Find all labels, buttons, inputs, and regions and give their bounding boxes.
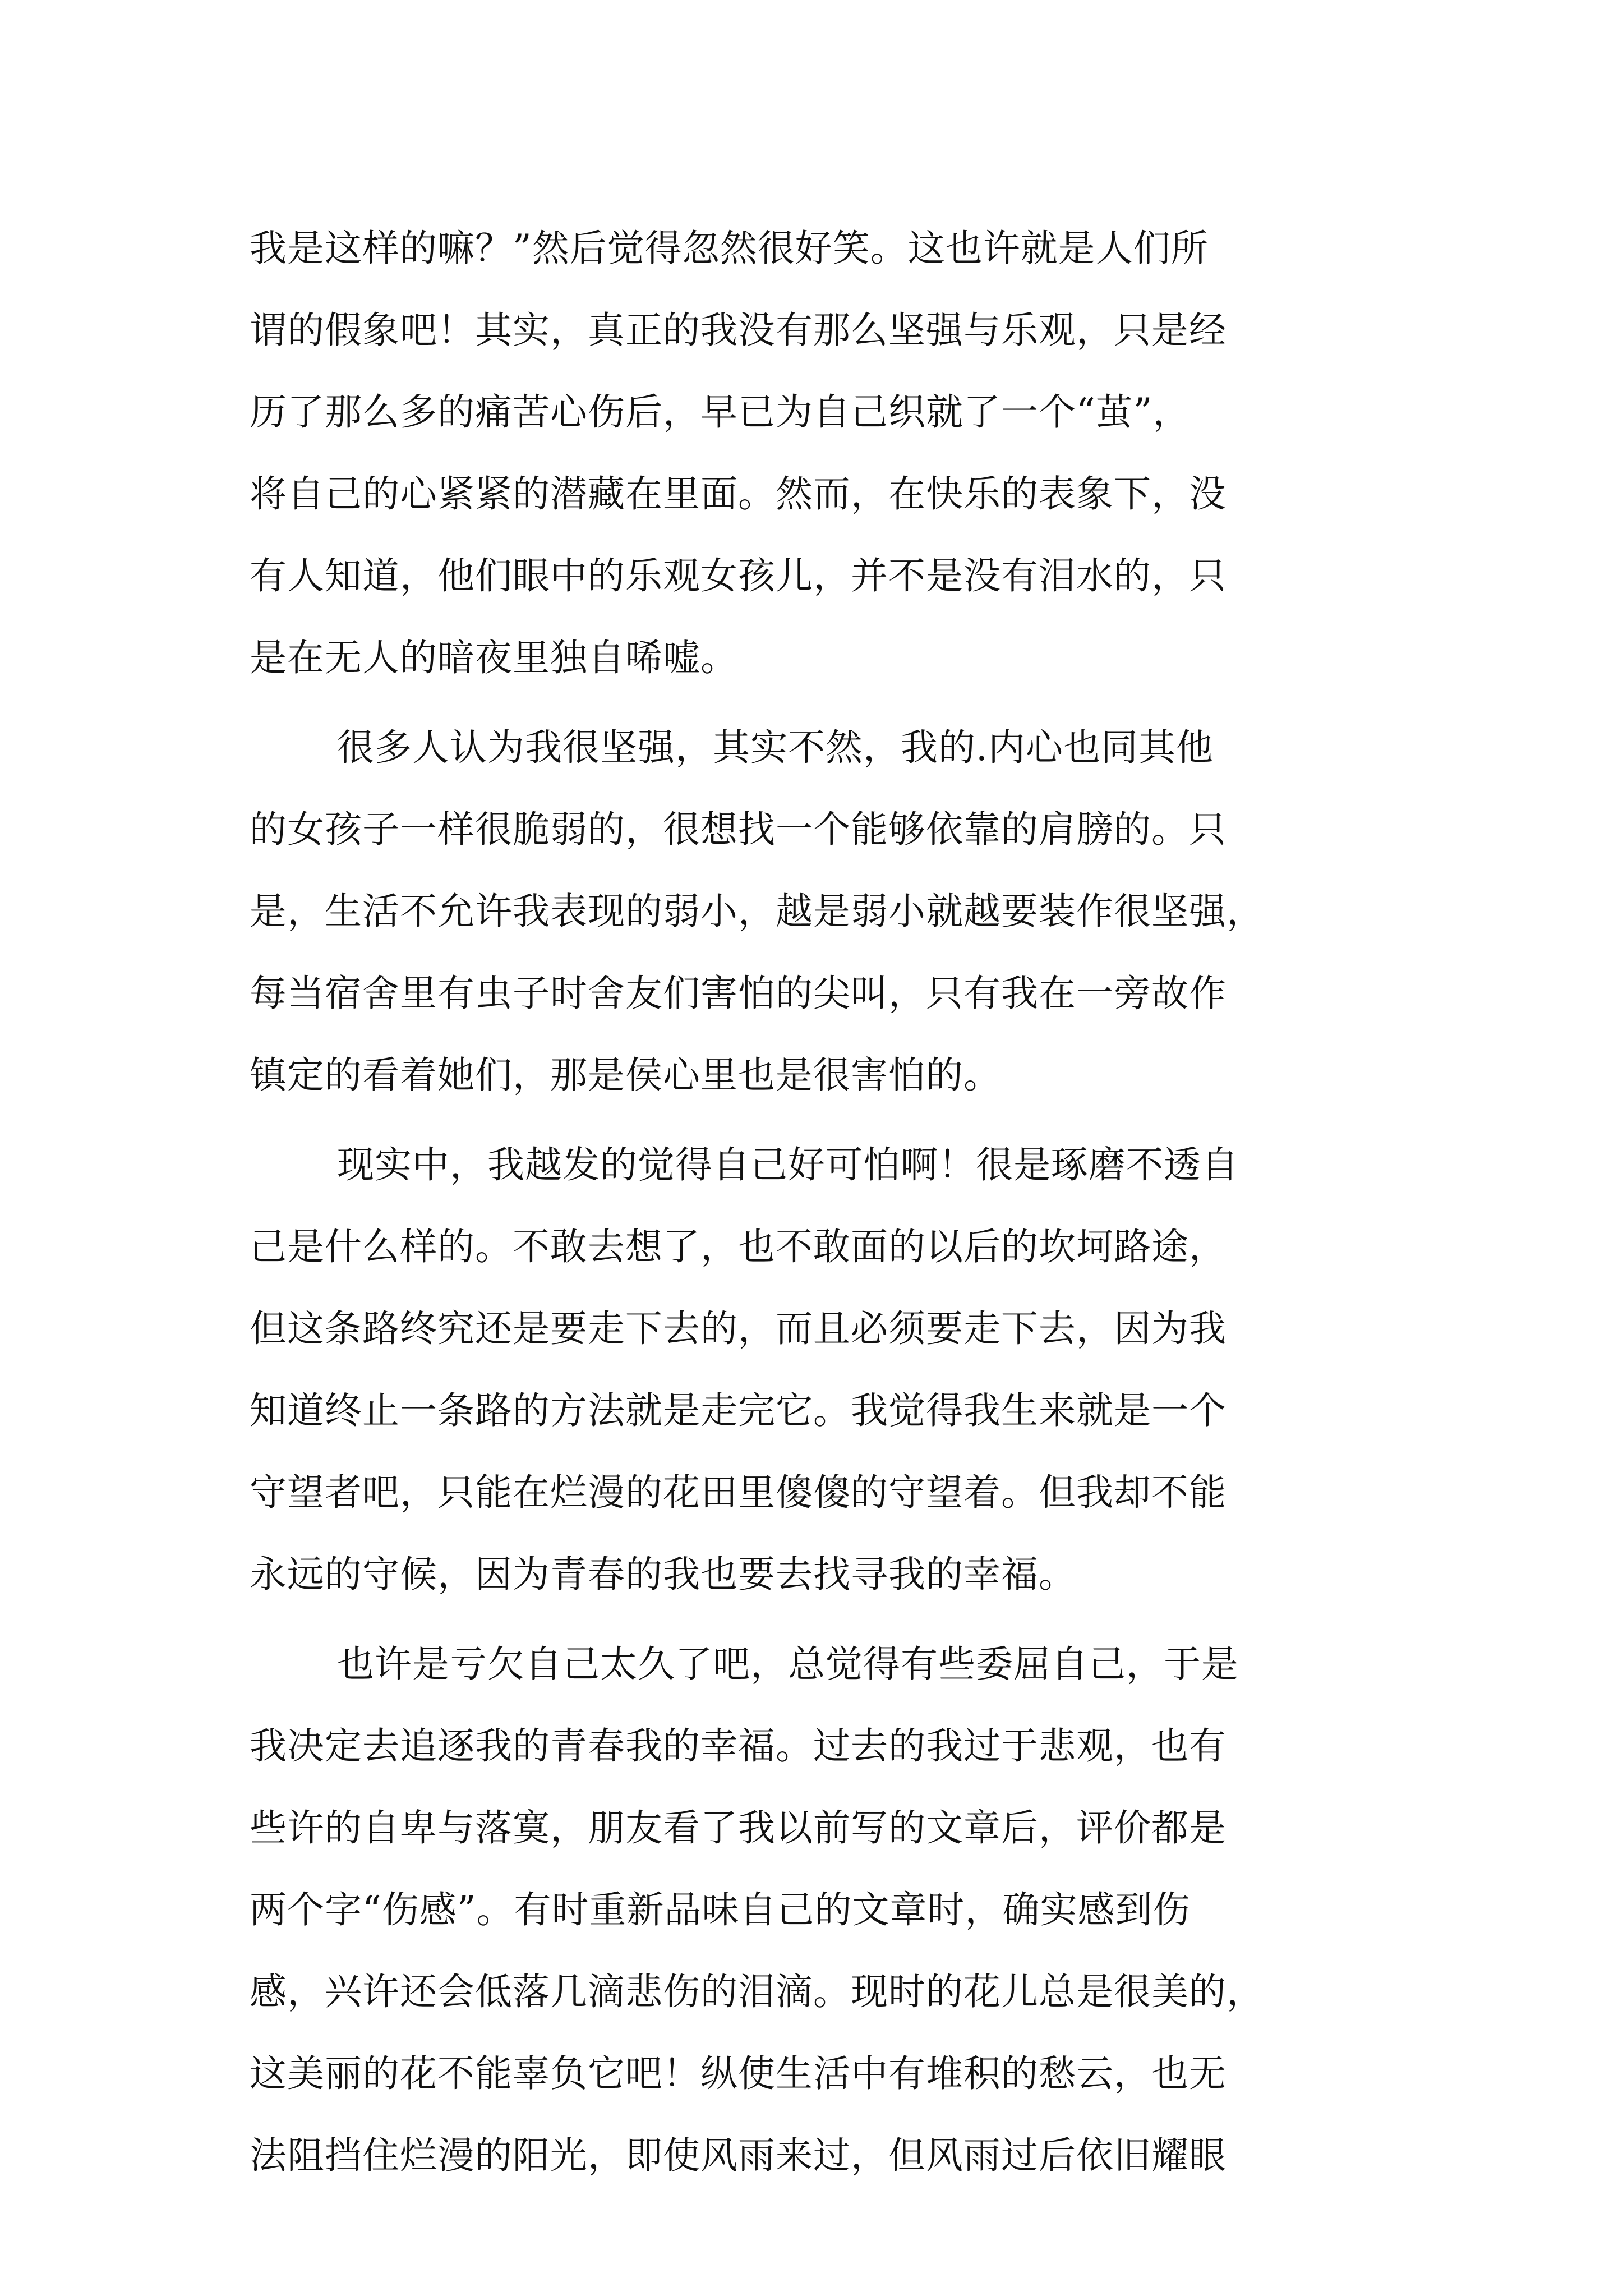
body-text (250, 208, 1388, 2197)
text-line: 也许是亏欠自己太久了吧，总觉得有些委屈自己，于是 (337, 1642, 1239, 1686)
paragraph-gap (250, 1616, 1388, 1623)
text-line: 每当宿舍里有虫子时舍友们害怕的尖叫，只有我在一旁故作 (250, 972, 1227, 1015)
text-line: 现实中，我越发的觉得自己好可怕啊！很是琢磨不透自 (337, 1143, 1239, 1186)
paragraph-gap (250, 1116, 1388, 1124)
text-line: 这美丽的花不能辜负它吧！纵使生活中有堆积的愁云，也无 (250, 2052, 1227, 2095)
text-line: 知道终止一条路的方法就是走完它。我觉得我生来就是一个 (250, 1389, 1227, 1432)
text-line: 是在无人的暗夜里独自唏嘘。 (250, 636, 738, 679)
text-line: 守望者吧，只能在烂漫的花田里傻傻的守望着。但我却不能 (250, 1471, 1227, 1514)
text-line: 己是什么样的。不敢去想了，也不敢面的以后的坎坷路途， (250, 1225, 1227, 1268)
text-line: 有人知道，他们眼中的乐观女孩儿，并不是没有泪水的，只 (250, 554, 1227, 597)
text-line: 历了那么多的痛苦心伤后，早已为自己织就了一个“茧”， (250, 390, 1191, 434)
paragraph-gap (250, 699, 1388, 707)
text-line: 法阻挡住烂漫的阳光，即使风雨来过，但风雨过后依旧耀眼 (250, 2134, 1227, 2177)
text-line: 些许的自卑与落寞，朋友看了我以前写的文章后，评价都是 (250, 1806, 1227, 1849)
text-line: 将自己的心紧紧的潜藏在里面。然而，在快乐的表象下，没 (250, 472, 1227, 516)
text-line: 两个字“伤感”。有时重新品味自己的文章时，确实感到伤 (250, 1888, 1191, 1931)
text-line: 是，生活不允许我表现的弱小，越是弱小就越要装作很坚强， (250, 890, 1264, 933)
text-line: 的女孩子一样很脆弱的，很想找一个能够依靠的肩膀的。只 (250, 808, 1227, 851)
text-line: 我是这样的嘛？”然后觉得忽然很好笑。这也许就是人们所 (250, 227, 1209, 270)
text-line: 谓的假象吧！其实，真正的我没有那么坚强与乐观，只是经 (250, 309, 1227, 352)
text-line: 永远的守候，因为青春的我也要去找寻我的幸福。 (250, 1553, 1076, 1596)
text-line: 我决定去追逐我的青春我的幸福。过去的我过于悲观，也有 (250, 1724, 1227, 1768)
text-line: 但这条路终究还是要走下去的，而且必须要走下去，因为我 (250, 1307, 1227, 1350)
text-line: 感，兴许还会低落几滴悲伤的泪滴。现时的花儿总是很美的， (250, 1970, 1264, 2013)
text-line: 很多人认为我很坚强，其实不然，我的.内心也同其他 (337, 726, 1214, 769)
text-line: 镇定的看着她们，那是侯心里也是很害怕的。 (250, 1053, 1001, 1097)
